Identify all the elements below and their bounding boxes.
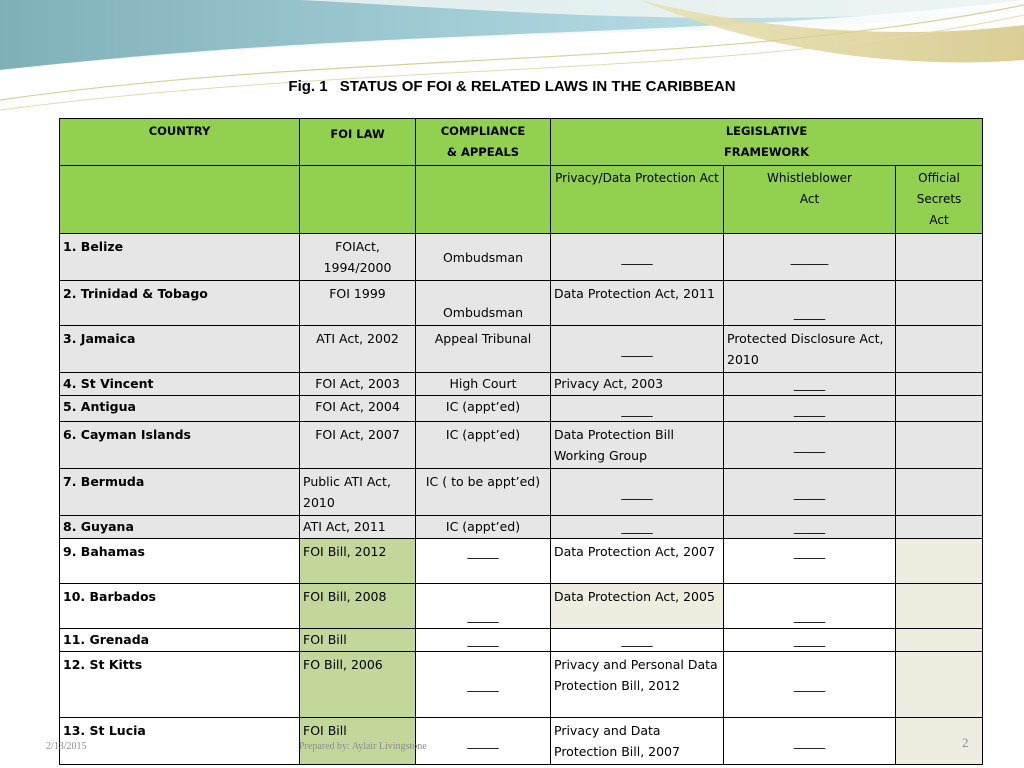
whistle-cell: ______ [724,234,896,281]
foi-law-cell: FOI Bill [300,718,416,765]
secrets-cell [896,539,983,584]
foi-law-cell: ATI Act, 2011 [300,516,416,539]
secrets-line1: Official [918,171,960,185]
privacy-line1: Privacy and Personal Data [554,657,718,672]
appeals-cell: IC ( to be appt’ed) [416,469,551,516]
header-legislative-line2: FRAMEWORK [723,145,810,159]
privacy-cell: _____ [551,234,724,281]
header-legislative [551,119,983,166]
privacy-line2: Working Group [554,448,648,463]
secrets-cell [896,373,983,396]
secrets-line3: Act [929,213,949,227]
subheader-blank-2 [300,166,416,234]
privacy-line1: Privacy and Data [554,723,661,738]
country-cell: 11. Grenada [60,629,300,652]
foi-law-cell [300,234,416,281]
whistle-cell: _____ [724,396,896,422]
country-cell: 6. Cayman Islands [60,422,300,469]
table-row [60,629,983,652]
privacy-cell: _____ [551,469,724,516]
table-row [60,234,983,281]
title-text: STATUS OF FOI & RELATED LAWS IN THE CARIBBEAN [339,78,736,95]
header-compliance-line1: COMPLIANCE [440,124,526,138]
country-cell: 4. St Vincent [60,373,300,396]
foi-law-cell: FOI Act, 2003 [300,373,416,396]
table-subheader-row [60,166,983,234]
secrets-cell [896,516,983,539]
privacy-line2: Protection Bill, 2007 [554,744,680,759]
appeals-cell: High Court [416,373,551,396]
decorative-banner [0,0,1024,120]
privacy-cell: Privacy Act, 2003 [551,373,724,396]
table-row [60,422,983,469]
table-row [60,326,983,373]
foi-law-cell: ATI Act, 2002 [300,326,416,373]
page-number: 2 [962,735,969,750]
privacy-cell [551,652,724,718]
whistle-cell: _____ [724,718,896,765]
privacy-cell: _____ [551,396,724,422]
secrets-cell [896,396,983,422]
whistle-line2: 2010 [727,352,759,367]
appeals-cell: IC (appt’ed) [416,422,551,469]
whistle-cell: _____ [724,422,896,469]
table-row [60,373,983,396]
privacy-line2: Protection Bill, 2012 [554,678,680,693]
secrets-cell [896,326,983,373]
privacy-line1: Data Protection Bill [554,427,675,442]
header-compliance-line2: & APPEALS [446,145,520,159]
country-cell: 9. Bahamas [60,539,300,584]
appeals-cell: Ombudsman [416,234,551,281]
foi-law-cell: FOI Bill, 2008 [300,584,416,629]
appeals-cell: _____ [416,539,551,584]
appeals-cell: Ombudsman [416,281,551,326]
foi-law-cell [300,469,416,516]
appeals-cell: _____ [416,652,551,718]
appeals-cell: IC (appt’ed) [416,396,551,422]
foi-law-cell: FOI Bill [300,629,416,652]
secrets-cell [896,629,983,652]
subheader-secrets [896,166,983,234]
privacy-cell: _____ [551,516,724,539]
table-row [60,584,983,629]
secrets-cell [896,422,983,469]
foi-status-table [59,118,983,765]
country-cell: 2. Trinidad & Tobago [60,281,300,326]
whistle-cell: _____ [724,516,896,539]
whistle-cell: _____ [724,373,896,396]
table-row [60,652,983,718]
country-cell: 8. Guyana [60,516,300,539]
table-row [60,396,983,422]
whistle-line2: Act [799,192,820,206]
country-cell: 10. Barbados [60,584,300,629]
secrets-cell [896,652,983,718]
country-cell: 13. St Lucia [60,718,300,765]
appeals-cell: Appeal Tribunal [416,326,551,373]
secrets-cell [896,469,983,516]
header-foi-law: FOI LAW [300,119,416,166]
secrets-cell [896,718,983,765]
table-row [60,469,983,516]
whistle-cell: _____ [724,652,896,718]
whistle-cell: _____ [724,281,896,326]
privacy-cell: _____ [551,629,724,652]
appeals-cell: _____ [416,718,551,765]
secrets-cell [896,281,983,326]
figure-label: Fig. 1 [288,78,328,95]
whistle-cell: _____ [724,629,896,652]
secrets-cell [896,234,983,281]
footer-author: Prepared by: Aylair Livingstone [299,741,427,752]
law-line2: 2010 [303,495,335,510]
subheader-blank-1 [60,166,300,234]
whistle-cell: _____ [724,469,896,516]
law-line2: 1994/2000 [323,260,392,275]
country-cell: 5. Antigua [60,396,300,422]
table-row [60,516,983,539]
whistle-cell [724,326,896,373]
whistle-line1: Protected Disclosure Act, [727,331,884,346]
appeals-cell: _____ [416,584,551,629]
country-cell: 12. St Kitts [60,652,300,718]
privacy-cell [551,718,724,765]
table-header-row [60,119,983,166]
foi-law-cell: FOI Act, 2007 [300,422,416,469]
country-cell: 7. Bermuda [60,469,300,516]
privacy-cell: Data Protection Act, 2005 [551,584,724,629]
whistle-cell: _____ [724,539,896,584]
country-cell: 3. Jamaica [60,326,300,373]
foi-law-cell: FO Bill, 2006 [300,652,416,718]
subheader-privacy: Privacy/Data Protection Act [551,166,724,234]
appeals-cell: IC (appt’ed) [416,516,551,539]
secrets-line2: Secrets [916,192,962,206]
privacy-cell: _____ [551,326,724,373]
footer-date: 2/13/2015 [46,741,87,752]
header-country: COUNTRY [60,119,300,166]
subheader-whistleblower [724,166,896,234]
law-line1: FOIAct, [335,239,380,254]
privacy-cell [551,422,724,469]
foi-law-cell: FOI Act, 2004 [300,396,416,422]
subheader-blank-3 [416,166,551,234]
foi-law-cell: FOI 1999 [300,281,416,326]
foi-law-cell: FOI Bill, 2012 [300,539,416,584]
country-cell: 1. Belize [60,234,300,281]
law-line1: Public ATI Act, [303,474,391,489]
privacy-cell: Data Protection Act, 2007 [551,539,724,584]
table-row [60,718,983,765]
table-row [60,281,983,326]
header-compliance [416,119,551,166]
appeals-cell: _____ [416,629,551,652]
secrets-cell [896,584,983,629]
table-row [60,539,983,584]
header-legislative-line1: LEGISLATIVE [725,124,808,138]
whistle-line1: Whistleblower [767,171,852,185]
whistle-cell: _____ [724,584,896,629]
slide-title [0,78,1024,95]
privacy-cell: Data Protection Act, 2011 [551,281,724,326]
